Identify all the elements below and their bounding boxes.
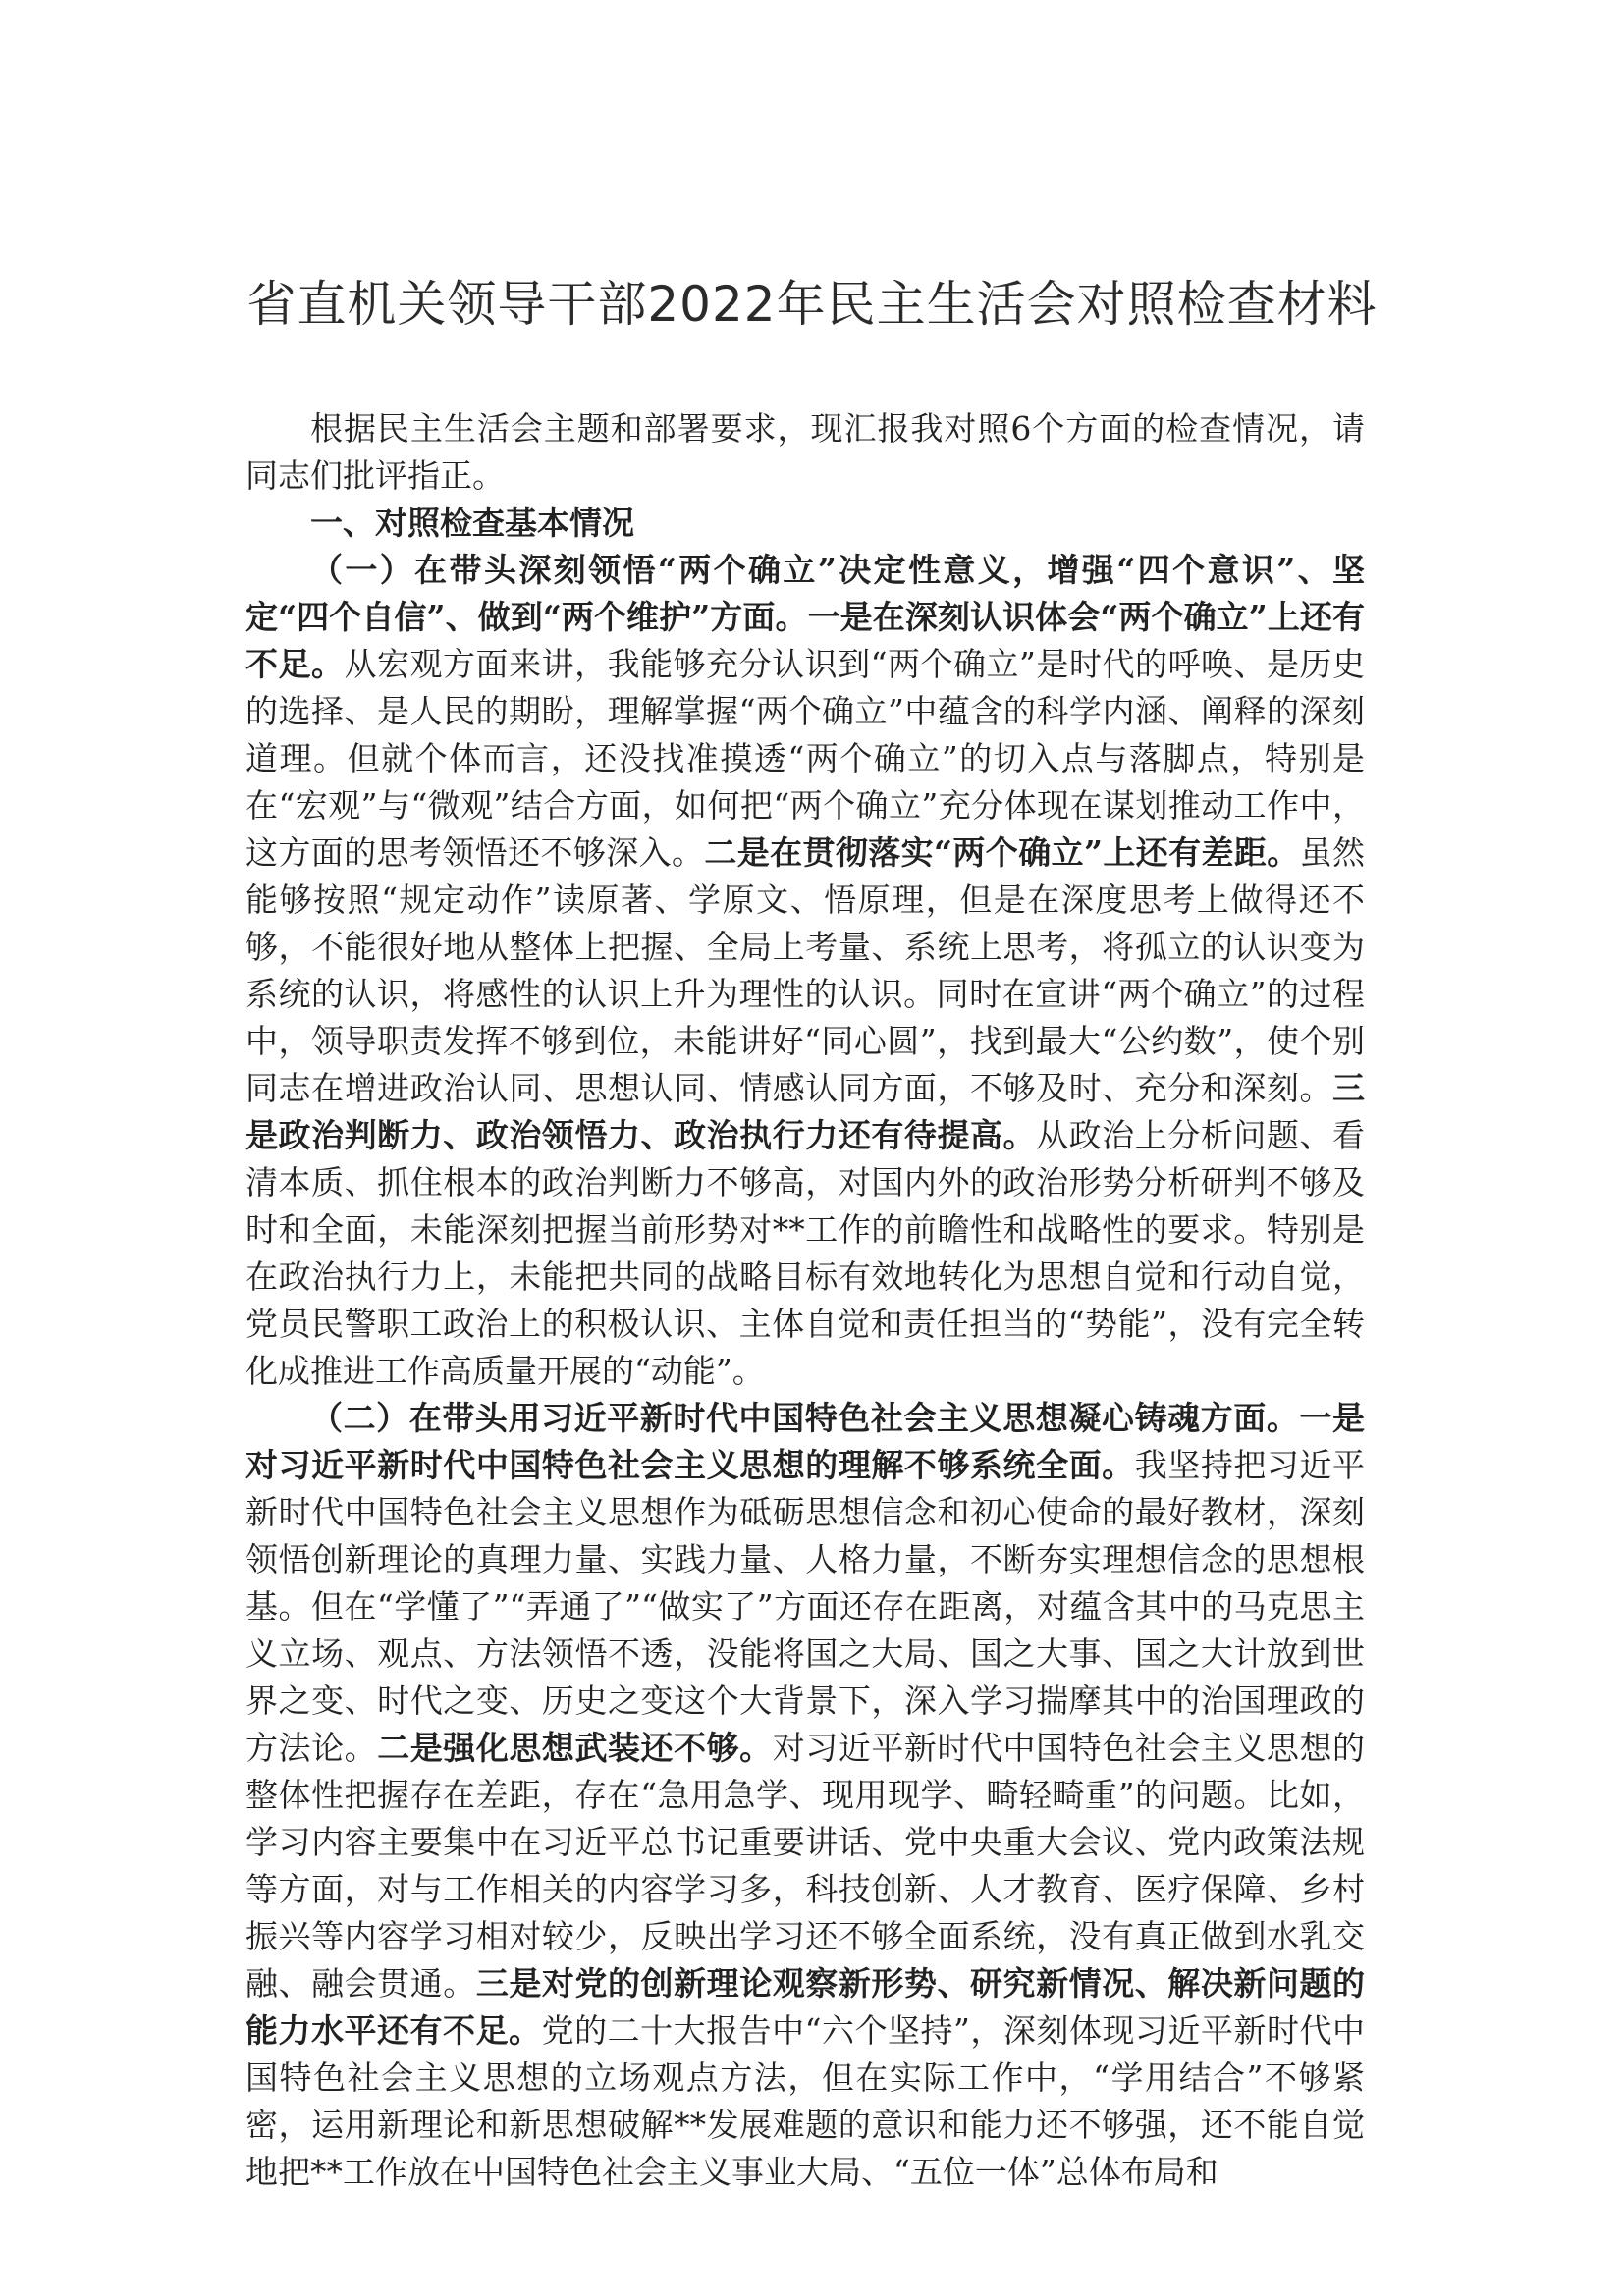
document-title: 省直机关领导干部2022年民主生活会对照检查材料	[246, 276, 1378, 333]
subsection-1-paragraph	[245, 547, 1365, 1395]
subsection-2-heading: （二）在带头用习近平新时代中国特色社会主义思想凝心铸魂方面。	[310, 1399, 1300, 1437]
point-1-2-text: 虽然能够按照“规定动作”读原著、学原文、悟原理，但是在深度思考上做得还不够，不能很好地从整体上把握、全局上考量、系统上思考，将孤立的认识变为系统的认识，将感性的认识上升为理性的认识。同时在宣讲“两个确立”的过程中，领导职责发挥不够到位，未能讲好“同心圆”，找到最大“公约数”，使个别同志在增进政治认同、思想认同、情感认同方面，不够及时、充分和深刻。	[245, 833, 1366, 1107]
point-2-2-text: 对习近平新时代中国特色社会主义思想的整体性把握存在差距，存在“急用急学、现用现学、畸轻畸重”的问题。比如，学习内容主要集中在习近平总书记重要讲话、党中央重大会议、党内政策法规等方面，对与工作相关的内容学习多，科技创新、人才教育、医疗保障、乡村振兴等内容学习相对较少，反映出学习还不够全面系统，没有真正做到水乳交融、融会贯通。	[245, 1729, 1366, 2002]
section-heading: 一、对照检查基本情况	[310, 504, 634, 542]
point-1-3-lead: 三是政治判断力、政治领悟力、政治执行力还有待提高。	[245, 1069, 1365, 1154]
point-1-2-lead: 二是在贯彻落实“两个确立”上还有差距。	[704, 833, 1300, 872]
point-2-1-text: 我坚持把习近平新时代中国特色社会主义思想作为砥砺思想信念和初心使命的最好教材，深刻领悟创新理论的真理力量、实践力量、人格力量，不断夯实理想信念的思想根基。但在“学懂了”“弄通了”“做实了”方面还存在距离，对蕴含其中的马克思主义立场、观点、方法领悟不透，没能将国之大局、国之大事、国之大计放到世界之变、时代之变、历史之变这个大背景下，深入学习揣摩其中的治国理政的方法论。	[245, 1446, 1366, 1767]
point-1-1-text: 从宏观方面来讲，我能够充分认识到“两个确立”是时代的呼唤、是历史的选择、是人民的期盼，理解掌握“两个确立”中蕴含的科学内涵、阐释的深刻道理。但就个体而言，还没找准摸透“两个确立”的切入点与落脚点，特别是在“宏观”与“微观”结合方面，如何把“两个确立”充分体现在谋划推动工作中，这方面的思考领悟还不够深入。	[245, 645, 1366, 872]
point-2-3-text: 党的二十大报告中“六个坚持”，深刻体现习近平新时代中国特色社会主义思想的立场观点方法，但在实际工作中，“学用结合”不够紧密，运用新理论和新思想破解**发展难题的意识和能力还不够强，还不能自觉地把**工作放在中国特色社会主义事业大局、“五位一体”总体布局和	[245, 2011, 1366, 2191]
document-body	[245, 405, 1365, 2196]
subsection-2-paragraph	[245, 1395, 1365, 2196]
point-1-3-text: 从政治上分析问题、看清本质、抓住根本的政治判断力不够高，对国内外的政治形势分析研判不够及时和全面，未能深刻把握当前形势对**工作的前瞻性和战略性的要求。特别是在政治执行力上，未能把共同的战略目标有效地转化为思想自觉和行动自觉，党员民警职工政治上的积极认识、主体自觉和责任担当的“势能”，没有完全转化成推进工作高质量开展的“动能”。	[245, 1116, 1366, 1390]
point-2-1-lead: 一是对习近平新时代中国特色社会主义思想的理解不够系统全面。	[245, 1399, 1366, 1484]
point-2-3-lead: 三是对党的创新理论观察新形势、研究新情况、解决新问题的能力水平还有不足。	[245, 1964, 1366, 2050]
point-1-1-lead: 一是在深刻认识体会“两个确立”上还有不足。	[245, 598, 1365, 683]
subsection-1-heading: （一）在带头深刻领悟“两个确立”决定性意义，增强“四个意识”、坚定“四个自信”、做到“两个维护”方面。	[245, 551, 1365, 636]
point-2-2-lead: 二是强化思想武装还不够。	[377, 1729, 773, 1767]
intro-paragraph: 根据民主生活会主题和部署要求，现汇报我对照6个方面的检查情况，请同志们批评指正。	[245, 409, 1365, 495]
